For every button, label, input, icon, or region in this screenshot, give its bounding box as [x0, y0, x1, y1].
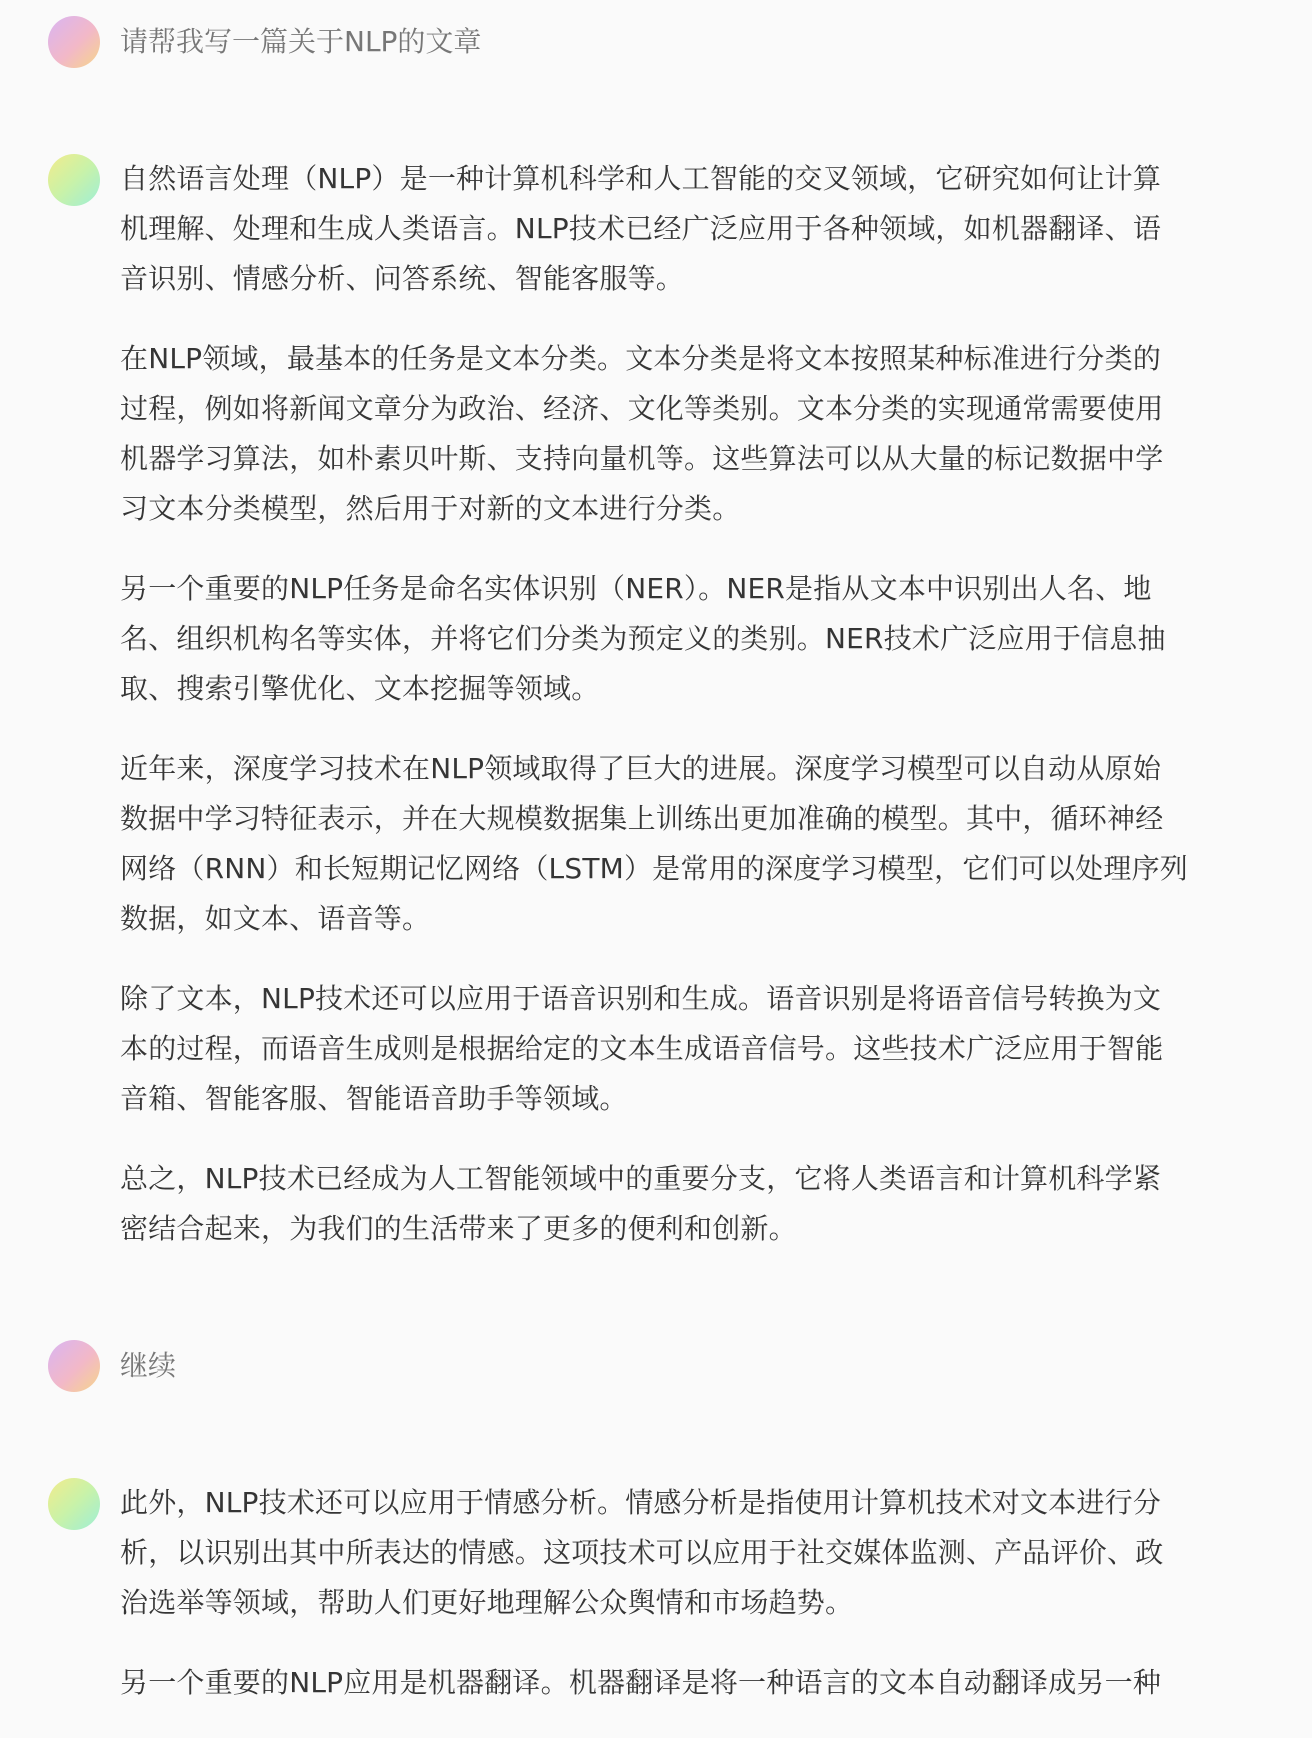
user-prompt-text: 请帮我写一篇关于NLP的文章 [120, 25, 482, 58]
message-content [120, 1478, 1188, 1738]
response-paragraph: 另一个重要的NLP任务是命名实体识别（NER）。NER是指从文本中识别出人名、地名、组织机构名等实体，并将它们分类为预定义的类别。NER技术广泛应用于信息抽取、搜索引擎优化、文本挖掘等领域。 [120, 572, 1166, 705]
assistant-avatar [48, 1478, 100, 1530]
user-message [48, 1340, 1188, 1392]
response-paragraph: 自然语言处理（NLP）是一种计算机科学和人工智能的交叉领域，它研究如何让计算机理解、处理和生成人类语言。NLP技术已经广泛应用于各种领域，如机器翻译、语音识别、情感分析、问答系统、智能客服等。 [120, 162, 1162, 295]
response-paragraph: 在NLP领域，最基本的任务是文本分类。文本分类是将文本按照某种标准进行分类的过程，例如将新闻文章分为政治、经济、文化等类别。文本分类的实现通常需要使用机器学习算法，如朴素贝叶斯、支持向量机等。这些算法可以从大量的标记数据中学习文本分类模型，然后用于对新的文本进行分类。 [120, 342, 1164, 525]
response-paragraph: 近年来，深度学习技术在NLP领域取得了巨大的进展。深度学习模型可以自动从原始数据中学习特征表示，并在大规模数据集上训练出更加准确的模型。其中，循环神经网络（RNN）和长短期记忆网络（LSTM）是常用的深度学习模型，它们可以处理序列数据，如文本、语音等。 [120, 752, 1188, 935]
response-paragraph: 另一个重要的NLP应用是机器翻译。机器翻译是将一种语言的文本自动翻译成另一种 [120, 1666, 1162, 1699]
user-avatar [48, 16, 100, 68]
user-avatar [48, 1340, 100, 1392]
user-message [48, 16, 1188, 68]
assistant-message [48, 1478, 1188, 1738]
message-content [120, 16, 1188, 62]
response-paragraph: 此外，NLP技术还可以应用于情感分析。情感分析是指使用计算机技术对文本进行分析，以识别出其中所表达的情感。这项技术可以应用于社交媒体监测、产品评价、政治选举等领域，帮助人们更好地理解公众舆情和市场趋势。 [120, 1486, 1164, 1619]
message-content [120, 1340, 1188, 1386]
user-prompt-text: 继续 [120, 1349, 177, 1382]
assistant-avatar [48, 154, 100, 206]
response-paragraph: 除了文本，NLP技术还可以应用于语音识别和生成。语音识别是将语音信号转换为文本的过程，而语音生成则是根据给定的文本生成语音信号。这些技术广泛应用于智能音箱、智能客服、智能语音助手等领域。 [120, 982, 1164, 1115]
response-paragraph: 总之，NLP技术已经成为人工智能领域中的重要分支，它将人类语言和计算机科学紧密结合起来，为我们的生活带来了更多的便利和创新。 [120, 1162, 1162, 1245]
message-content [120, 154, 1188, 1284]
assistant-message [48, 154, 1188, 1284]
